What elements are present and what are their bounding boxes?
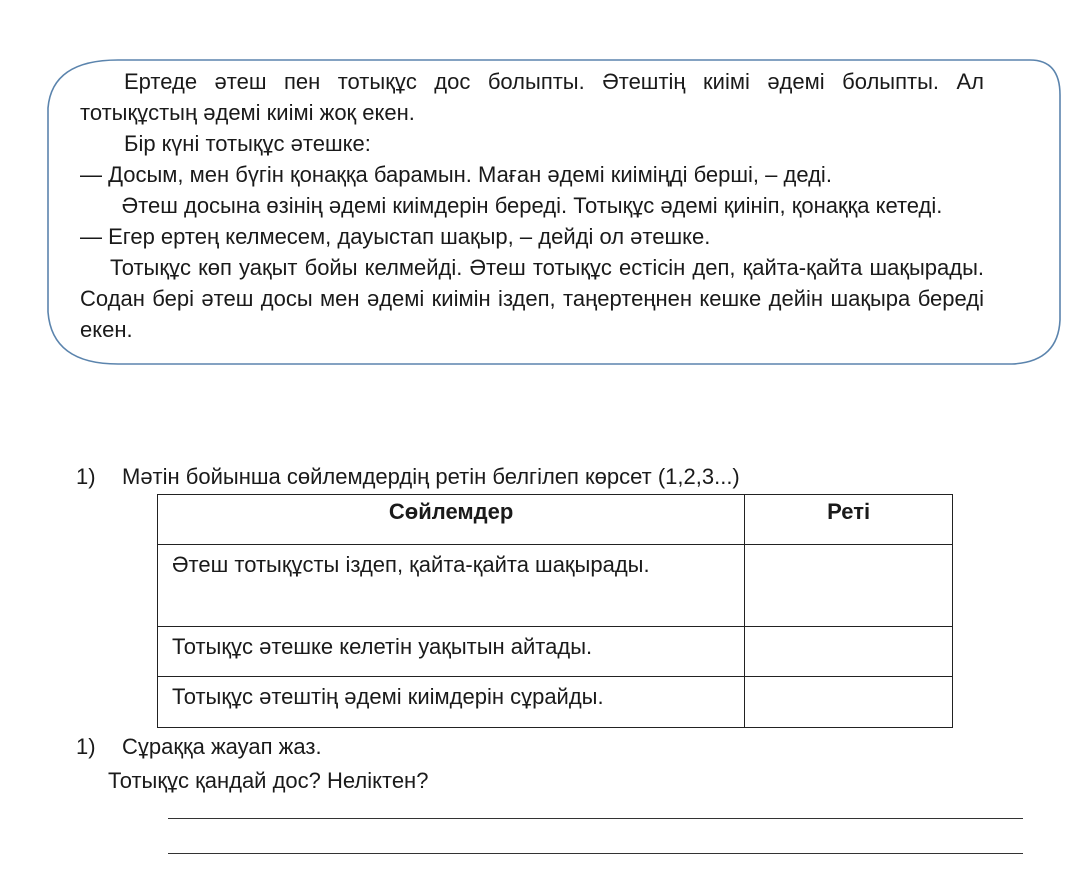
order-answer-cell[interactable] bbox=[745, 677, 953, 728]
task-2-text: Сұраққа жауап жаз. bbox=[122, 734, 322, 759]
task-2-question: Тотықұс қандай дос? Неліктен? bbox=[108, 768, 429, 793]
story-paragraph-3: Әтеш досына өзінің әдемі киімдерін береді. Тотықұс әдемі қиініп, қонаққа кетеді. bbox=[121, 193, 943, 218]
story-paragraph-1: Ертеде әтеш пен тотықұс дос болыпты. Әтештің киімі әдемі болыпты. Ал тотықұстың әдемі киімі жоқ екен. bbox=[80, 69, 984, 125]
answer-line-1[interactable] bbox=[168, 818, 1023, 819]
task-2-prompt bbox=[76, 733, 322, 761]
order-answer-cell[interactable] bbox=[745, 627, 953, 677]
table-header-row bbox=[158, 495, 953, 545]
sentence-order-table bbox=[157, 494, 953, 728]
order-answer-cell[interactable] bbox=[745, 545, 953, 627]
table-row bbox=[158, 677, 953, 728]
story-dialogue-2: — Егер ертең келмесем, дауыстап шақыр, – дейді ол әтешке. bbox=[80, 224, 711, 249]
answer-line-2[interactable] bbox=[168, 853, 1023, 854]
sentence-cell: Тотықұс әтешке келетін уақытын айтады. bbox=[158, 627, 745, 677]
column-header-order: Реті bbox=[745, 495, 953, 545]
task-2-number: 1) bbox=[76, 734, 96, 759]
table-row bbox=[158, 545, 953, 627]
table-row bbox=[158, 627, 953, 677]
sentence-cell: Әтеш тотықұсты іздеп, қайта-қайта шақырады. bbox=[158, 545, 745, 627]
story-paragraph-4: Тотықұс көп уақыт бойы келмейді. Әтеш тотықұс естісін деп, қайта-қайта шақырады. Содан бері әтеш досы мен әдемі киімін іздеп, таңертеңнен кешке дейін шақыра береді екен. bbox=[80, 255, 984, 342]
task-1-text: Мәтін бойынша сөйлемдердің ретін белгілеп көрсет (1,2,3...) bbox=[122, 464, 740, 489]
task-1-number: 1) bbox=[76, 464, 96, 489]
sentence-cell: Тотықұс әтештің әдемі киімдерін сұрайды. bbox=[158, 677, 745, 728]
story-text bbox=[80, 66, 984, 345]
story-paragraph-2: Бір күні тотықұс әтешке: bbox=[124, 131, 371, 156]
column-header-sentences: Сөйлемдер bbox=[158, 495, 745, 545]
task-1-prompt bbox=[76, 463, 740, 491]
story-dialogue-1: — Досым, мен бүгін қонаққа барамын. Маған әдемі киіміңді берші, – деді. bbox=[80, 162, 832, 187]
